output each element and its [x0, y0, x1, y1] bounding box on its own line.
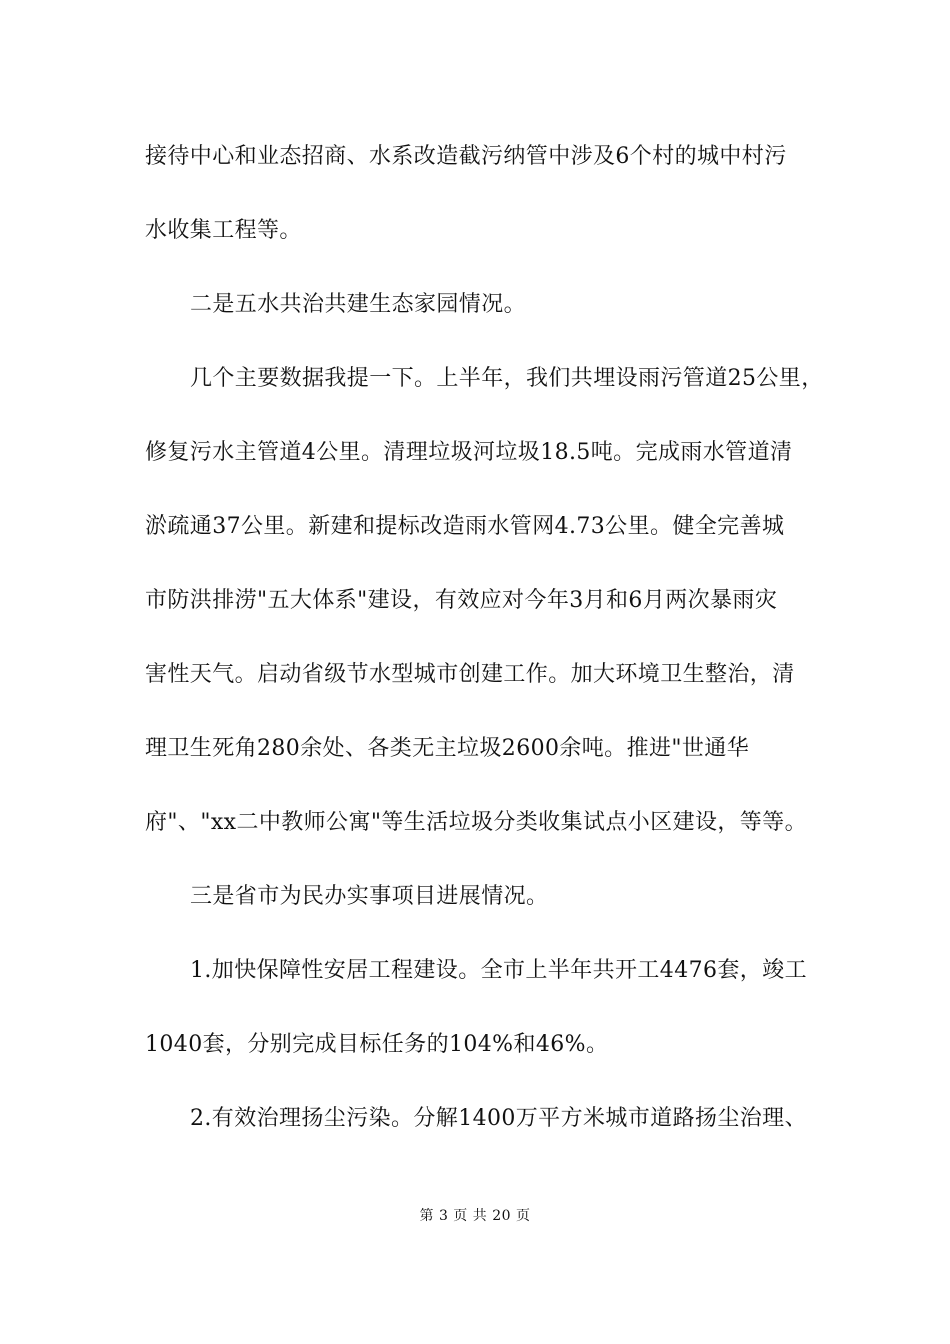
text-line-7: 市防洪排涝"五大体系"建设，有效应对今年3月和6月两次暴雨灾: [145, 588, 778, 613]
text-line-2: 水收集工程等。: [145, 218, 302, 243]
text-line-4: 几个主要数据我提一下。上半年，我们共埋设雨污管道25公里，: [190, 366, 824, 391]
paragraph-heading-2: 二是五水共治共建生态家园情况。: [190, 292, 527, 317]
text-line-12: 1.加快保障性安居工程建设。全市上半年共开工4476套，竣工: [190, 958, 807, 983]
page-footer: [0, 1206, 950, 1226]
text-line-10: 府"、"xx二中教师公寓"等生活垃圾分类收集试点小区建设，等等。: [145, 810, 807, 835]
text-line-8: 害性天气。启动省级节水型城市创建工作。加大环境卫生整治，清: [145, 662, 795, 687]
text-line-9: 理卫生死角280余处、各类无主垃圾2600余吨。推进"世通华: [145, 736, 750, 761]
paragraph-heading-3: 三是省市为民办实事项目进展情况。: [190, 884, 549, 909]
text-line-1: 接待中心和业态招商、水系改造截污纳管中涉及6个村的城中村污: [145, 144, 787, 169]
text-line-13: 1040套，分别完成目标任务的104%和46%。: [145, 1032, 609, 1057]
text-line-6: 淤疏通37公里。新建和提标改造雨水管网4.73公里。健全完善城: [145, 514, 785, 539]
text-line-14: 2.有效治理扬尘污染。分解1400万平方米城市道路扬尘治理、: [190, 1106, 807, 1131]
text-line-5: 修复污水主管道4公里。清理垃圾河垃圾18.5吨。完成雨水管道清: [145, 440, 793, 465]
page-number-label: 第 3 页 共 20 页: [419, 1208, 531, 1224]
